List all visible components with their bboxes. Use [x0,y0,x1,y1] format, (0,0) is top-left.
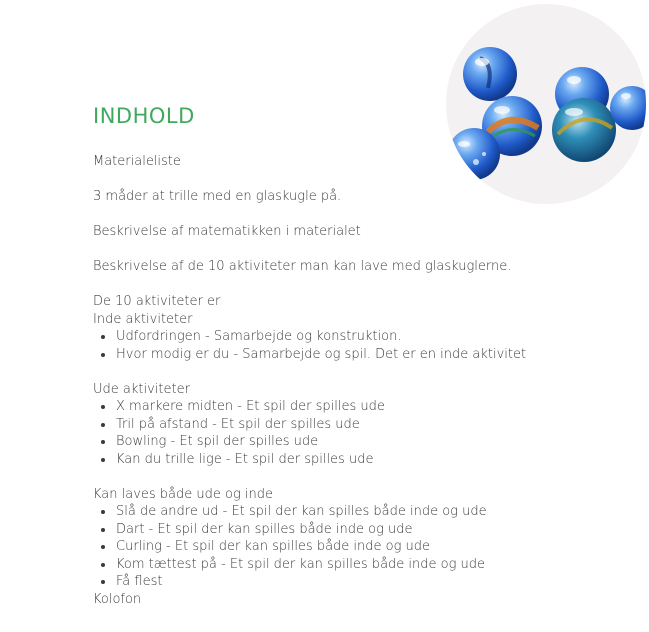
activities-intro: De 10 aktiviteter er [93,294,221,309]
list-item[interactable]: • Curling - Et spil der kan spilles både inde og ude [115,538,563,556]
toc-item-math[interactable]: Beskrivelse af matematikken i materialet [93,224,361,239]
toc-item-roll-ways[interactable]: 3 måder at trille med en glaskugle på. [93,189,342,204]
outdoor-activities-label: Ude aktiviteter [93,381,190,397]
list-item[interactable]: • Kom tættest på - Et spil der kan spilles både inde og ude [115,556,563,574]
list-item[interactable]: • Bowling - Et spil der spilles ude [115,433,563,451]
list-item[interactable]: • Slå de andre ud - Et spil der kan spilles både inde og ude [115,503,563,521]
list-item[interactable]: • Hvor modig er du - Samarbejde og spil. Det er en inde aktivitet [115,346,563,364]
list-item[interactable]: • Få flest [115,573,563,591]
list-item[interactable]: • Tril på afstand - Et spil der spilles ude [115,416,563,434]
list-item[interactable]: • X markere midten - Et spil der spilles ude [115,398,563,416]
both-activities-label: Kan laves både ude og inde [93,486,274,502]
list-item[interactable]: • Kan du trille lige - Et spil der spilles ude [115,451,563,469]
list-item[interactable]: • Udfordringen - Samarbejde og konstruktion. [115,328,563,346]
table-of-contents [93,153,563,608]
page-title: INDHOLD [93,104,195,128]
list-item[interactable]: • Dart - Et spil der kan spilles både inde og ude [115,521,563,539]
toc-item-activities-description[interactable]: Beskrivelse af de 10 aktiviteter man kan lave med glaskuglerne. [93,259,512,274]
indoor-activities-label: Inde aktiviteter [93,311,193,327]
both-activities-list [93,503,563,591]
toc-item-colophon[interactable]: Kolofon [93,591,142,607]
indoor-activities-list [93,328,563,363]
toc-item-materials[interactable]: Materialeliste [93,154,181,169]
outdoor-activities-list [93,398,563,468]
